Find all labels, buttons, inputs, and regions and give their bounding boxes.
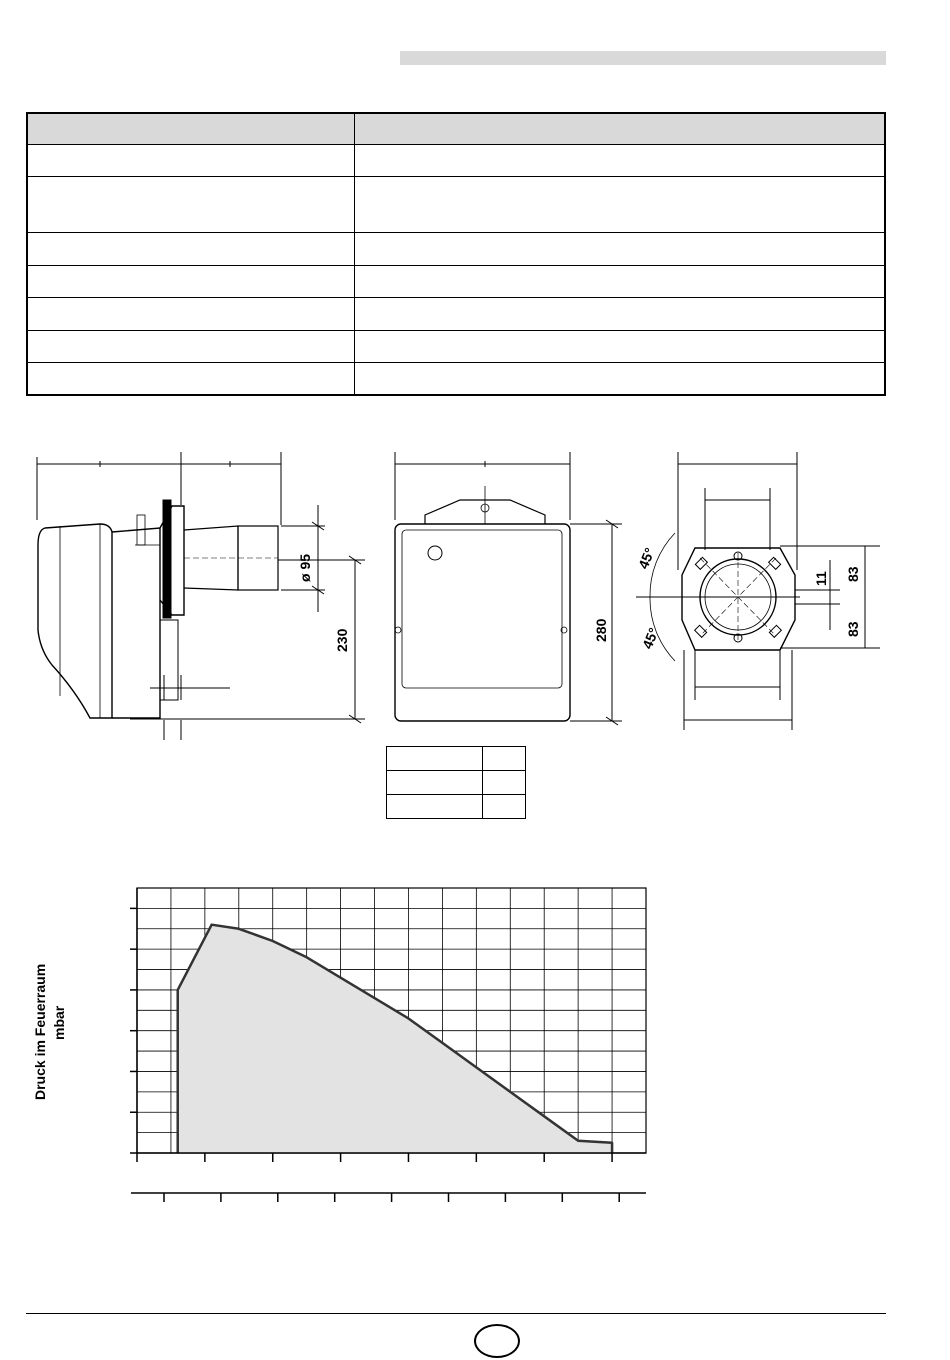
height-230-label: 230 bbox=[334, 628, 350, 652]
table-row bbox=[27, 362, 885, 395]
table-row bbox=[27, 177, 885, 233]
table-row bbox=[27, 144, 885, 176]
small-dimension-table bbox=[386, 746, 526, 819]
technical-drawing bbox=[0, 440, 950, 740]
flange-diameter-label: ø 95 bbox=[297, 553, 313, 582]
table-row bbox=[27, 330, 885, 362]
specification-table bbox=[26, 112, 886, 396]
angle-top-label: 45° bbox=[634, 545, 658, 572]
height-280-label: 280 bbox=[593, 618, 609, 642]
bolt-offset-label: 11 bbox=[813, 571, 829, 586]
footer-line bbox=[26, 1313, 886, 1314]
table-row bbox=[387, 747, 526, 771]
y-axis-label: Druck im Feuerraum bbox=[32, 963, 48, 1100]
table-row bbox=[387, 771, 526, 795]
half-height-bottom-label: 83 bbox=[845, 621, 861, 637]
pressure-chart bbox=[0, 870, 700, 1210]
page-number-oval bbox=[474, 1324, 520, 1358]
table-row bbox=[27, 233, 885, 265]
table-row bbox=[27, 265, 885, 297]
table-row bbox=[387, 795, 526, 819]
table-header-row bbox=[27, 113, 885, 144]
y-axis-unit: mbar bbox=[51, 1005, 67, 1040]
table-row bbox=[27, 298, 885, 330]
half-height-top-label: 83 bbox=[845, 566, 861, 582]
angle-bottom-label: 45° bbox=[638, 625, 662, 652]
header-bar bbox=[400, 51, 886, 65]
